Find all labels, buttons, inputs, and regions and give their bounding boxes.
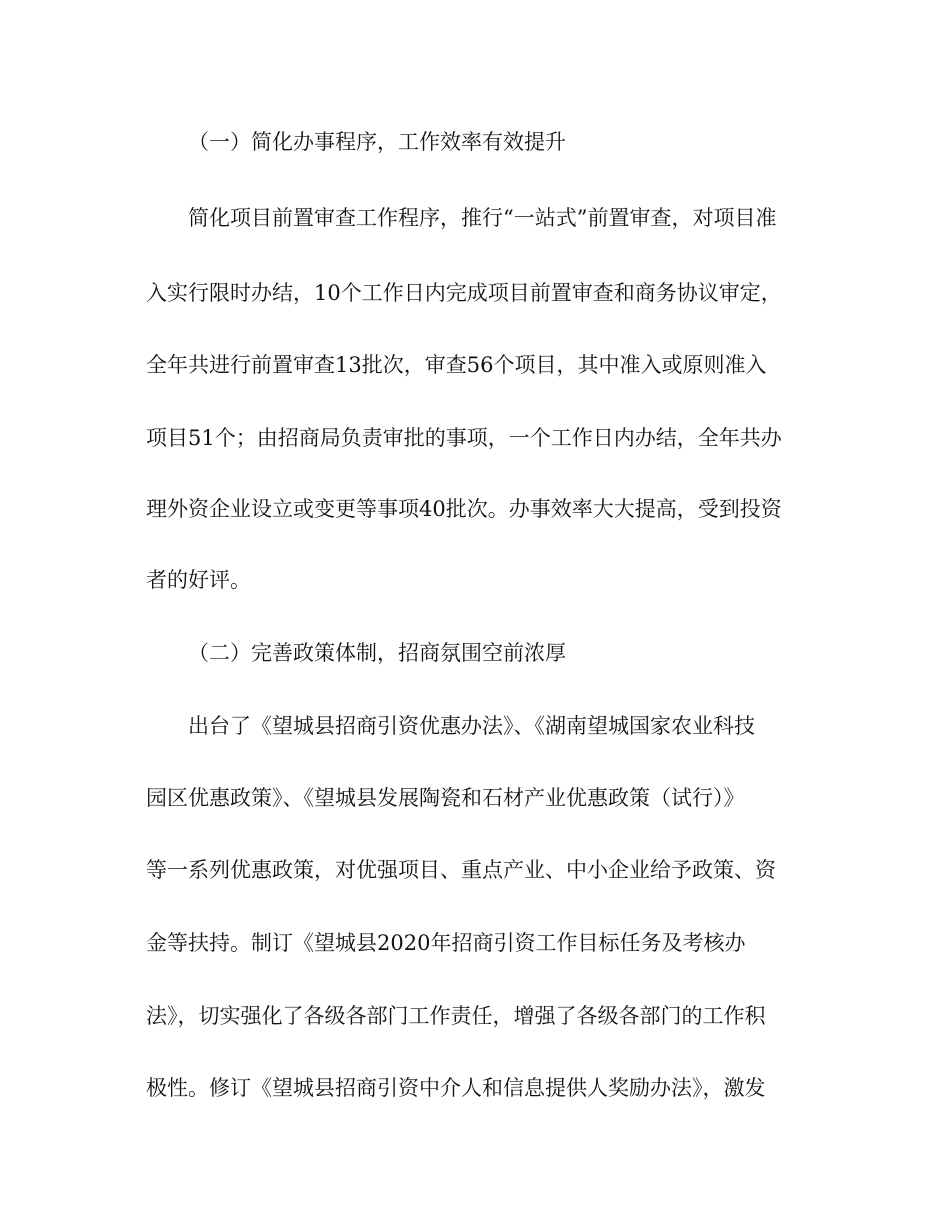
paragraph-line: 项目51个；由招商局负责审批的事项，一个工作日内办结，全年共办: [146, 426, 782, 450]
paragraph-line: 者的好评。: [146, 568, 251, 592]
paragraph-line: 简化项目前置审查工作程序，推行“一站式”前置审查，对项目准: [188, 206, 777, 230]
paragraph-line: 法》，切实强化了各级各部门工作责任，增强了各级各部门的工作积: [146, 1004, 766, 1028]
paragraph-line: 等一系列优惠政策，对优强项目、重点产业、中小企业给予政策、资: [146, 858, 776, 882]
paragraph-line: 金等扶持。制订《望城县2020年招商引资工作目标任务及考核办: [146, 931, 746, 955]
section-heading-1: （一）简化办事程序，工作效率有效提升: [188, 130, 566, 154]
paragraph-line: 理外资企业设立或变更等事项40批次。办事效率大大提高，受到投资: [146, 497, 782, 521]
paragraph-line: 园区优惠政策》、《望城县发展陶瓷和石材产业优惠政策（试行）》: [146, 786, 745, 810]
paragraph-line: 全年共进行前置审查13批次，审查56个项目，其中准入或原则准入: [146, 353, 767, 377]
paragraph-line: 入实行限时办结，10个工作日内完成项目前置审查和商务协议审定，: [146, 281, 782, 305]
section-heading-2: （二）完善政策体制，招商氛围空前浓厚: [188, 641, 566, 665]
paragraph-line: 出台了《望城县招商引资优惠办法》、《湖南望城国家农业科技: [188, 714, 755, 738]
paragraph-line: 极性。修订《望城县招商引资中介人和信息提供人奖励办法》，激发: [146, 1076, 766, 1100]
